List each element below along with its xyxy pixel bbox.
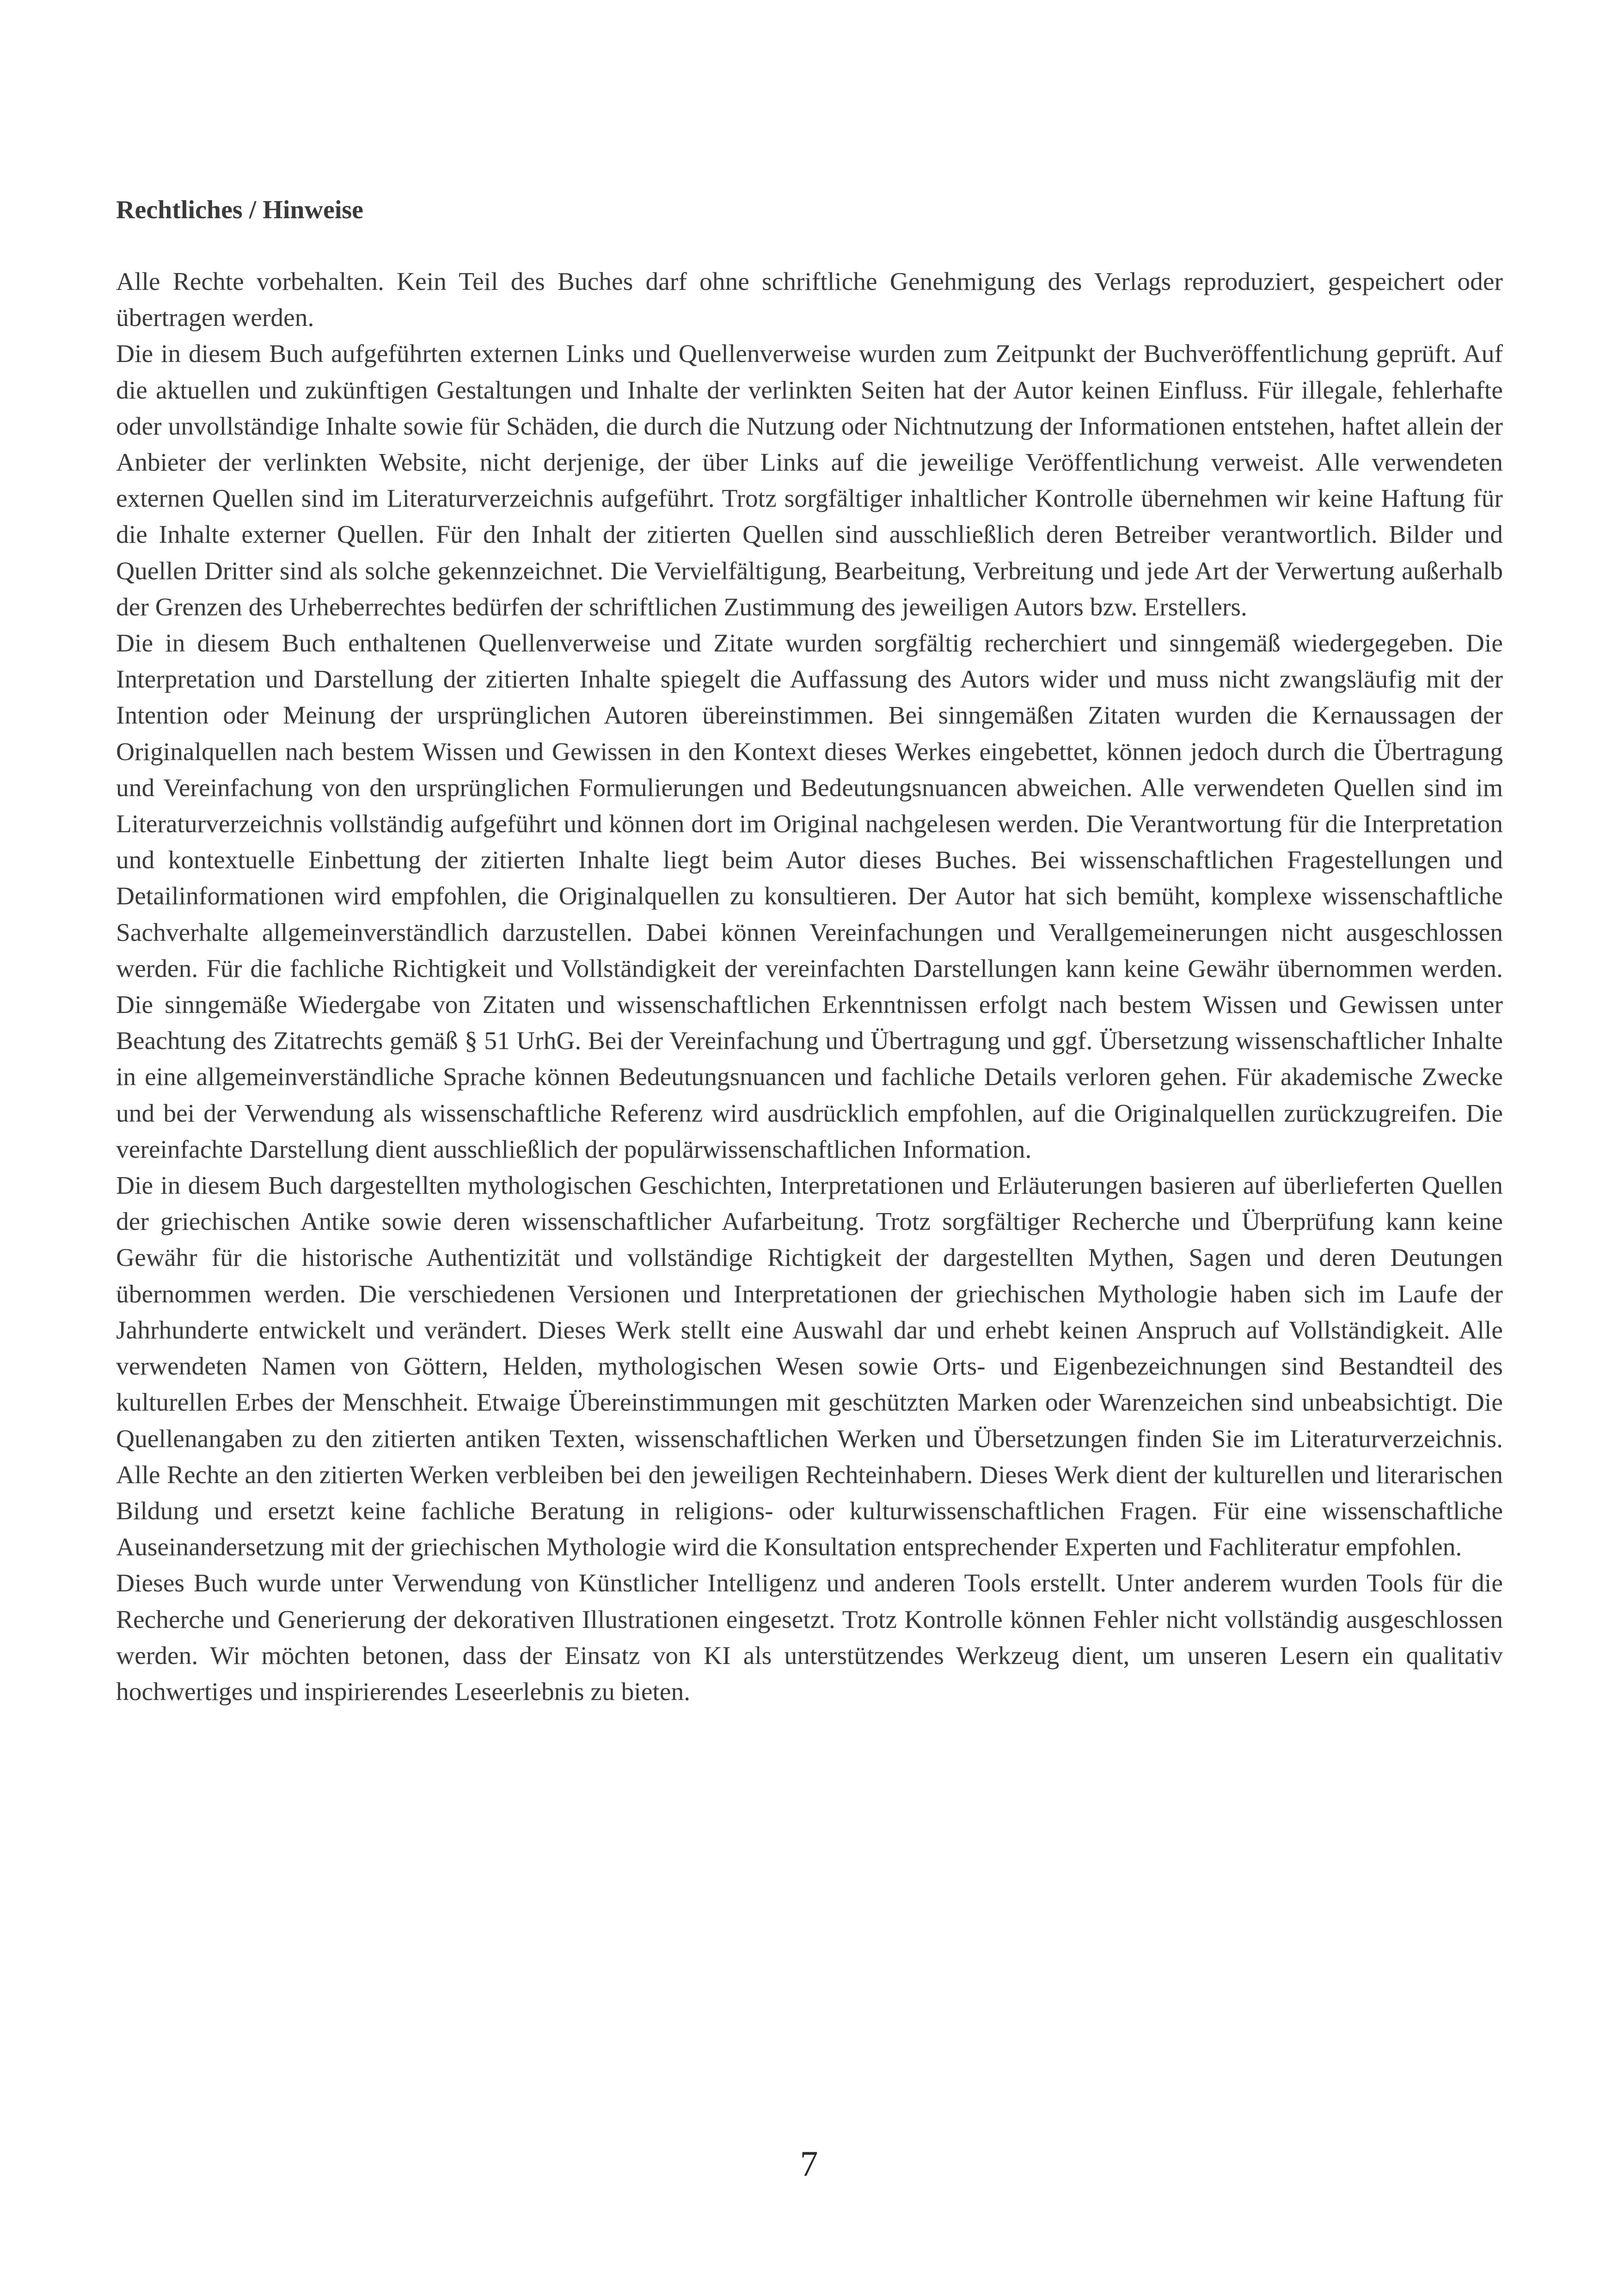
paragraph-citations: Die in diesem Buch enthaltenen Quellenverweise und Zitate wurden sorgfältig recherchiert und sinngemäß wiedergegeben. Die Interpretation und Darstellung der zitierten Inhalte spiegelt die Auffassung des Autors wider und muss nicht zwangsläufig mit der Intention oder Meinung der ursprünglichen Autoren übereinstimmen. Bei sinngemäßen Zitaten wurden die Kernaussagen der Originalquellen nach bestem Wissen und Gewissen in den Kontext dieses Werkes eingebettet, können jedoch durch die Übertragung und Vereinfachung von den ursprünglichen Formulierungen und Bedeutungsnuancen abweichen. Alle verwendeten Quellen sind im Literaturverzeichnis vollständig aufgeführt und können dort im Original nachgelesen werden. Die Verantwortung für die Interpretation und kontextuelle Einbettung der zitierten Inhalte liegt beim Autor dieses Buches. Bei wissenschaftlichen Fragestellungen und Detailinformationen wird empfohlen, die Originalquellen zu konsultieren. Der Autor hat sich bemüht, komplexe wissenschaftliche Sachverhalte allgemeinverständlich darzustellen. Dabei können Vereinfachungen und Verallgemeinerungen nicht ausgeschlossen werden. Für die fachliche Richtigkeit und Vollständigkeit der vereinfachten Darstellungen kann keine Gewähr übernommen werden. Die sinngemäße Wiedergabe von Zitaten und wissenschaftlichen Erkenntnissen erfolgt nach bestem Wissen und Gewissen unter Beachtung des Zitatrechts gemäß § 51 UrhG. Bei der Vereinfachung und Übertragung und ggf. Übersetzung wissenschaftlicher Inhalte in eine allgemeinverständliche Sprache können Bedeutungsnuancen und fachliche Details verloren gehen. Für akademische Zwecke und bei der Verwendung als wissenschaftliche Referenz wird ausdrücklich empfohlen, auf die Originalquellen zurückzugreifen. Die vereinfachte Darstellung dient ausschließlich der populärwissenschaftlichen Information. xyxy=(116,629,1503,1164)
section-heading: Rechtliches / Hinweise xyxy=(116,196,364,224)
paragraph-mythology: Die in diesem Buch dargestellten mythologischen Geschichten, Interpretationen und Erläuterungen basieren auf überlieferten Quellen der griechischen Antike sowie deren wissenschaftlicher Aufarbeitung. Trotz sorgfältiger Recherche und Überprüfung kann keine Gewähr für die historische Authentizität und vollständige Richtigkeit der dargestellten Mythen, Sagen und deren Deutungen übernommen werden. Die verschiedenen Versionen und Interpretationen der griechischen Mythologie haben sich im Laufe der Jahrhunderte entwickelt und verändert. Dieses Werk stellt eine Auswahl dar und erhebt keinen Anspruch auf Vollständigkeit. Alle verwendeten Namen von Göttern, Helden, mythologischen Wesen sowie Orts- und Eigenbezeichnungen sind Bestandteil des kulturellen Erbes der Menschheit. Etwaige Übereinstimmungen mit geschützten Marken oder Warenzeichen sind unbeabsichtigt. Die Quellenangaben zu den zitierten antiken Texten, wissenschaftlichen Werken und Übersetzungen finden Sie im Literaturverzeichnis. Alle Rechte an den zitierten Werken verbleiben bei den jeweiligen Rechteinhabern. Dieses Werk dient der kulturellen und literarischen Bildung und ersetzt keine fachliche Beratung in religions- oder kulturwissenschaftlichen Fragen. Für eine wissenschaftliche Auseinandersetzung mit der griechischen Mythologie wird die Konsultation entsprechender Experten und Fachliteratur empfohlen. xyxy=(116,1172,1503,1562)
paragraph-rights: Alle Rechte vorbehalten. Kein Teil des Buches darf ohne schriftliche Genehmigung des Verlags reproduziert, gespeichert oder übertragen werden. xyxy=(116,268,1503,332)
page-number: 7 xyxy=(800,2143,818,2184)
paragraph-ai-usage: Dieses Buch wurde unter Verwendung von Künstlicher Intelligenz und anderen Tools erstellt. Unter anderem wurden Tools für die Recherche und Generierung der dekorativen Illustrationen eingesetzt. Trotz Kontrolle können Fehler nicht vollständig ausgeschlossen werden. Wir möchten betonen, dass der Einsatz von KI als unterstützendes Werkzeug dient, um unseren Lesern ein qualitativ hochwertiges und inspirierendes Leseerlebnis zu bieten. xyxy=(116,1569,1503,1706)
paragraph-external-links: Die in diesem Buch aufgeführten externen Links und Quellenverweise wurden zum Zeitpunkt der Buchveröffentlichung geprüft. Auf die aktuellen und zukünftigen Gestaltungen und Inhalte der verlinkten Seiten hat der Autor keinen Einfluss. Für illegale, fehlerhafte oder unvollständige Inhalte sowie für Schäden, die durch die Nutzung oder Nichtnutzung der Informationen entstehen, haftet allein der Anbieter der verlinkten Website, nicht derjenige, der über Links auf die jeweilige Veröffentlichung verweist. Alle verwendeten externen Quellen sind im Literaturverzeichnis aufgeführt. Trotz sorgfältiger inhaltlicher Kontrolle übernehmen wir keine Haftung für die Inhalte externer Quellen. Für den Inhalt der zitierten Quellen sind ausschließlich deren Betreiber verantwortlich. Bilder und Quellen Dritter sind als solche gekennzeichnet. Die Vervielfältigung, Bearbeitung, Verbreitung und jede Art der Verwertung außerhalb der Grenzen des Urheberrechtes bedürfen der schriftlichen Zustimmung des jeweiligen Autors bzw. Erstellers. xyxy=(116,340,1503,621)
page-content xyxy=(116,192,1503,1710)
